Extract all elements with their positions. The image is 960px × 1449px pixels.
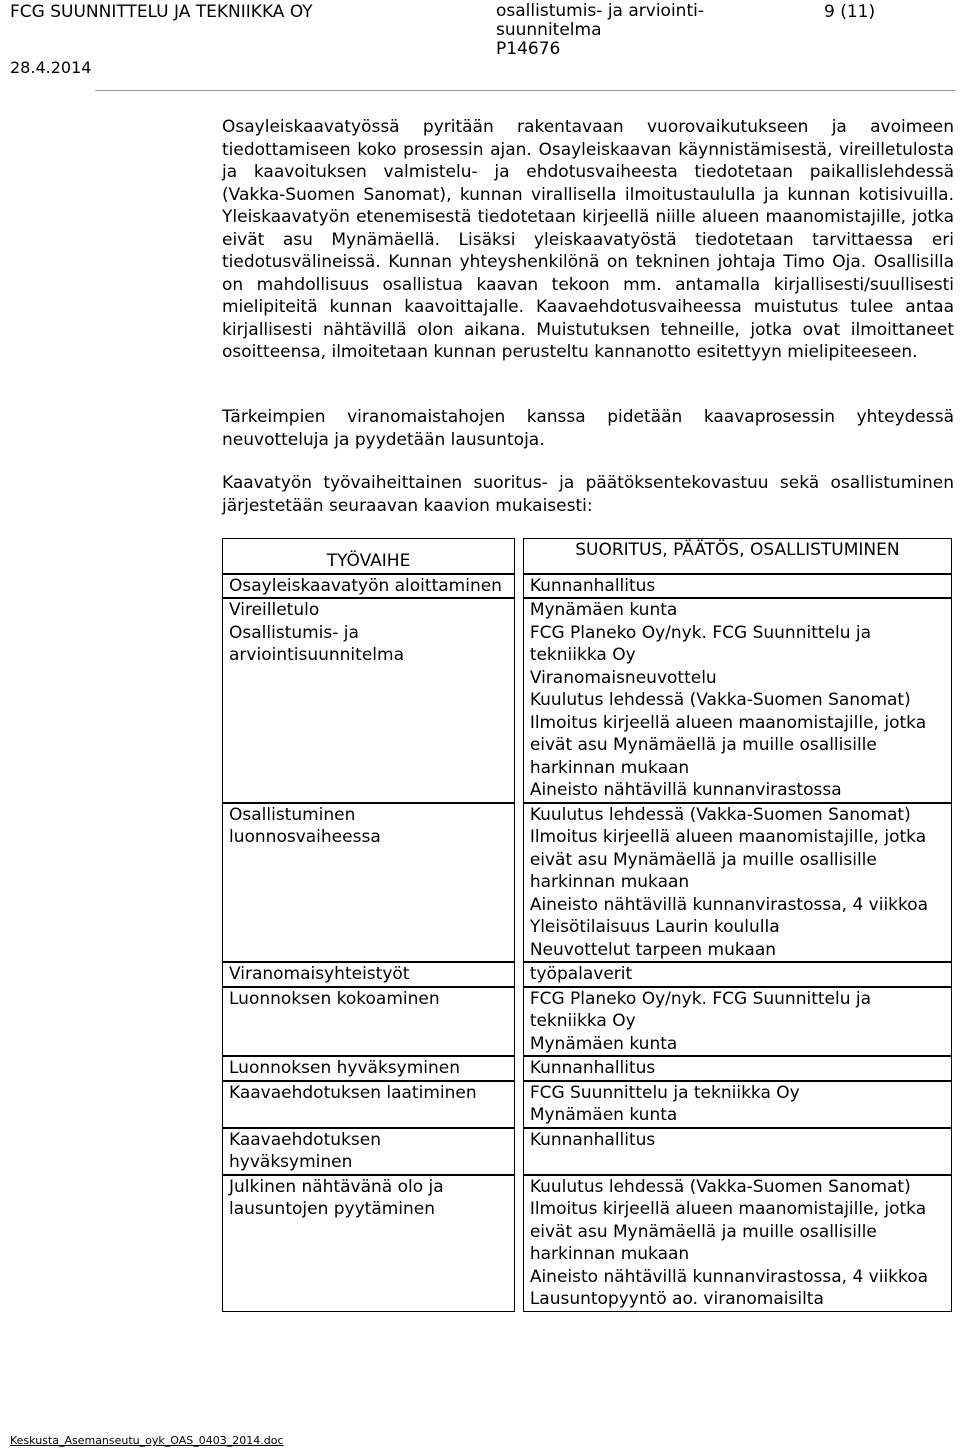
document-title: osallistumis- ja arviointi-suunnitelma xyxy=(496,1,704,40)
column-gap xyxy=(515,574,523,599)
paragraph-participation: Osayleiskaavatyössä pyritään rakentavaan vuorovaikutukseen ja avoimeen tiedottamiseen koko prosessin ajan. Osayleiskaavan käynnistämisestä, vireilletulosta ja kaavoituksen valmistelu- ja ehdotusvaiheesta tiedotetaan paikallislehdessä (Vakka-Suomen Sanomat), kunnan virallisella ilmoitustaululla ja kunnan kotisivuilla. Yleiskaavatyön etenemisestä tiedotetaan kirjeellä niille alueen maanomistajille, jotka eivät asu Mynämäellä. Lisäksi yleiskaavatyöstä tiedotetaan tarvittaessa eri tiedotusvälineissä. Kunnan yhteyshenkilönä on tekninen johtaja Timo Oja. Osallisilla on mahdollisuus osallistua kaavan tekoon mm. antamalla kirjallisesti/suullisesti mielipiteitä kunnan kaavoittajalle. Kaavaehdotusvaiheessa muistutus tulee antaa kirjallisesti nähtävillä olon aikana. Muistutuksen tehneille, jotka ovat ilmoittaneet osoitteensa, ilmoitetaan kunnan perusteltu kannanotto esitettyyn mielipiteeseen. xyxy=(222,117,954,362)
phase-cell xyxy=(222,1056,515,1081)
column-gap xyxy=(515,598,523,803)
actor-text: FCG Suunnittelu ja tekniikka Oy xyxy=(529,1082,800,1103)
footer-filename: Keskusta_Asemanseutu_oyk_OAS_0403_2014.doc xyxy=(10,1434,284,1447)
actor-text: Aineisto nähtävillä kunnanvirastossa xyxy=(529,780,842,800)
paragraph-schedule-intro: Kaavatyön työvaiheittainen suoritus- ja päätöksentekovastuu sekä osallistuminen järjestetään seuraavan kaavion mukaisesti: xyxy=(222,473,954,516)
actor-text: Mynämäen kunta xyxy=(529,600,678,620)
actor-text: Ilmoitus kirjeellä alueen maanomistajille, jotka eivät asu Mynämäellä ja muille osallisille harkinnan mukaan xyxy=(529,1199,927,1264)
actors-cell xyxy=(523,1128,952,1175)
table-row xyxy=(222,962,952,987)
phase-cell xyxy=(222,1128,515,1175)
page-number: 9 (11) xyxy=(824,2,876,22)
actor-text: Kuulutus lehdessä (Vakka-Suomen Sanomat) xyxy=(529,804,911,825)
page-header xyxy=(0,0,960,100)
actor-text: Aineisto nähtävillä kunnanvirastossa, 4 viikkoa xyxy=(529,894,929,915)
actor-text: FCG Planeko Oy/nyk. FCG Suunnittelu ja tekniikka Oy xyxy=(529,622,872,665)
phase-cell xyxy=(222,987,515,1057)
actor-text: Yleisötilaisuus Laurin koululla xyxy=(529,917,780,937)
phase-text: Luonnoksen kokoaminen xyxy=(229,988,440,1009)
table-row xyxy=(222,803,952,963)
column-gap xyxy=(515,1128,523,1175)
phase-text: Vireilletulo xyxy=(229,600,320,620)
table-row xyxy=(222,598,952,803)
column-header-phase: TYÖVAIHE xyxy=(222,538,515,574)
actor-text: Mynämäen kunta xyxy=(529,1105,678,1125)
phase-cell xyxy=(222,803,515,963)
table-row xyxy=(222,1128,952,1175)
phase-cell xyxy=(222,598,515,803)
phase-text: Julkinen nähtävänä olo ja lausuntojen pyytäminen xyxy=(229,1176,444,1219)
phase-cell xyxy=(222,962,515,987)
column-gap xyxy=(515,1175,523,1312)
column-header-actors: SUORITUS, PÄÄTÖS, OSALLISTUMINEN xyxy=(523,538,952,574)
column-gap xyxy=(515,803,523,963)
actor-text: Kunnanhallitus xyxy=(529,1058,656,1078)
actors-cell xyxy=(523,987,952,1057)
actors-cell xyxy=(523,1056,952,1081)
table-row xyxy=(222,987,952,1057)
phase-text: Luonnoksen hyväksyminen xyxy=(229,1058,461,1078)
actors-cell xyxy=(523,574,952,599)
actor-text: Kunnanhallitus xyxy=(529,575,656,596)
table-row xyxy=(222,1081,952,1128)
table-row xyxy=(222,1175,952,1312)
phase-cell xyxy=(222,574,515,599)
actor-text: Kunnanhallitus xyxy=(529,1129,656,1150)
column-gap xyxy=(515,962,523,987)
column-gap xyxy=(515,1081,523,1128)
actor-text: Aineisto nähtävillä kunnanvirastossa, 4 viikkoa xyxy=(529,1266,929,1287)
actor-text: Lausuntopyyntö ao. viranomaisilta xyxy=(529,1289,824,1309)
actor-text: Viranomaisneuvottelu xyxy=(529,667,717,688)
actor-text: FCG Planeko Oy/nyk. FCG Suunnittelu ja tekniikka Oy xyxy=(529,988,872,1031)
column-gap xyxy=(515,1056,523,1081)
phase-text: Osayleiskaavatyön aloittaminen xyxy=(229,575,502,596)
actors-cell xyxy=(523,803,952,963)
actor-text: Mynämäen kunta xyxy=(529,1033,678,1054)
actors-cell xyxy=(523,598,952,803)
table-header-row xyxy=(222,538,952,574)
table-row xyxy=(222,1056,952,1081)
paragraph-authorities: Tärkeimpien viranomaistahojen kanssa pidetään kaavaprosessin yhteydessä neuvotteluja ja pyydetään lausuntoja. xyxy=(222,407,954,450)
phase-responsibility-table xyxy=(222,538,952,1312)
column-gap xyxy=(515,987,523,1057)
document-date: 28.4.2014 xyxy=(10,58,92,77)
phase-text: Osallistuminen luonnosvaiheessa xyxy=(229,804,381,847)
phase-cell xyxy=(222,1175,515,1312)
actor-text: Kuulutus lehdessä (Vakka-Suomen Sanomat) xyxy=(529,1176,911,1197)
table-row xyxy=(222,574,952,599)
phase-text: Kaavaehdotuksen laatiminen xyxy=(229,1082,477,1103)
phase-text: Kaavaehdotuksen hyväksyminen xyxy=(229,1129,381,1172)
actor-text: Neuvottelut tarpeen mukaan xyxy=(529,939,777,960)
header-divider xyxy=(95,90,956,91)
actor-text: Ilmoitus kirjeellä alueen maanomistajille, jotka eivät asu Mynämäellä ja muille osallisille harkinnan mukaan xyxy=(529,827,927,892)
document-code: P14676 xyxy=(496,39,561,59)
column-gap xyxy=(515,538,523,574)
actor-text: Ilmoitus kirjeellä alueen maanomistajille, jotka eivät asu Mynämäellä ja muille osallisille harkinnan mukaan xyxy=(529,712,927,778)
document-title-block xyxy=(496,2,736,59)
phase-cell xyxy=(222,1081,515,1128)
actor-text: työpalaverit xyxy=(529,964,633,984)
company-name: FCG SUUNNITTELU JA TEKNIIKKA OY xyxy=(10,2,313,22)
actors-cell xyxy=(523,962,952,987)
actor-text: Kuulutus lehdessä (Vakka-Suomen Sanomat) xyxy=(529,690,911,710)
phase-text: Viranomaisyhteistyöt xyxy=(229,964,410,984)
actors-cell xyxy=(523,1175,952,1312)
phase-text: Osallistumis- ja arviointisuunnitelma xyxy=(229,622,404,665)
actors-cell xyxy=(523,1081,952,1128)
